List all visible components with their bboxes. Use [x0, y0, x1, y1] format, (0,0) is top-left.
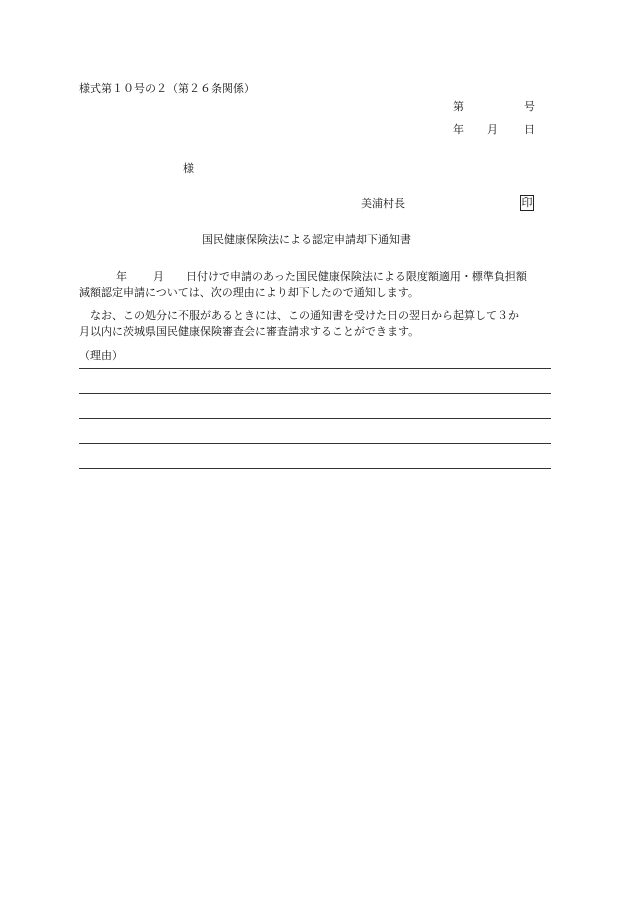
notice-paragraph-line2: 減額認定申請については、次の理由により却下したので通知します。 [79, 286, 419, 299]
reason-line [79, 443, 551, 444]
document-number-suffix: 号 [524, 100, 535, 113]
reason-line [79, 468, 551, 469]
document-title: 国民健康保険法による認定申請却下通知書 [202, 233, 411, 246]
appeal-paragraph-line1 [79, 308, 559, 324]
notice-month-label: 月 [153, 270, 164, 283]
form-number: 様式第１０号の２（第２６条関係） [79, 82, 255, 95]
appeal-paragraph-line2: 月以内に茨城県国民健康保険審査会に審査請求することができます。 [79, 325, 420, 338]
document-number-prefix: 第 [453, 100, 464, 113]
reason-line [79, 368, 551, 369]
notice-year-label: 年 [116, 270, 127, 283]
issuer-name: 美浦村長 [361, 197, 405, 210]
notice-paragraph-line1 [79, 269, 559, 285]
addressee-suffix: 様 [183, 162, 194, 175]
reason-line [79, 418, 551, 419]
notice-line1-text: 日付けで申請のあった国民健康保険法による限度額適用・標準負担額 [186, 270, 527, 283]
date-month-label: 月 [487, 123, 498, 136]
date-year-label: 年 [453, 123, 464, 136]
date-day-label: 日 [524, 123, 535, 136]
seal-stamp: 印 [521, 196, 533, 209]
reason-label: （理由） [79, 349, 123, 362]
reason-line [79, 393, 551, 394]
appeal-line1-text: なお、この処分に不服があるときには、この通知書を受けた日の翌日から起算して３か [90, 309, 519, 322]
notice-paragraph [79, 269, 559, 301]
appeal-paragraph [79, 308, 559, 340]
